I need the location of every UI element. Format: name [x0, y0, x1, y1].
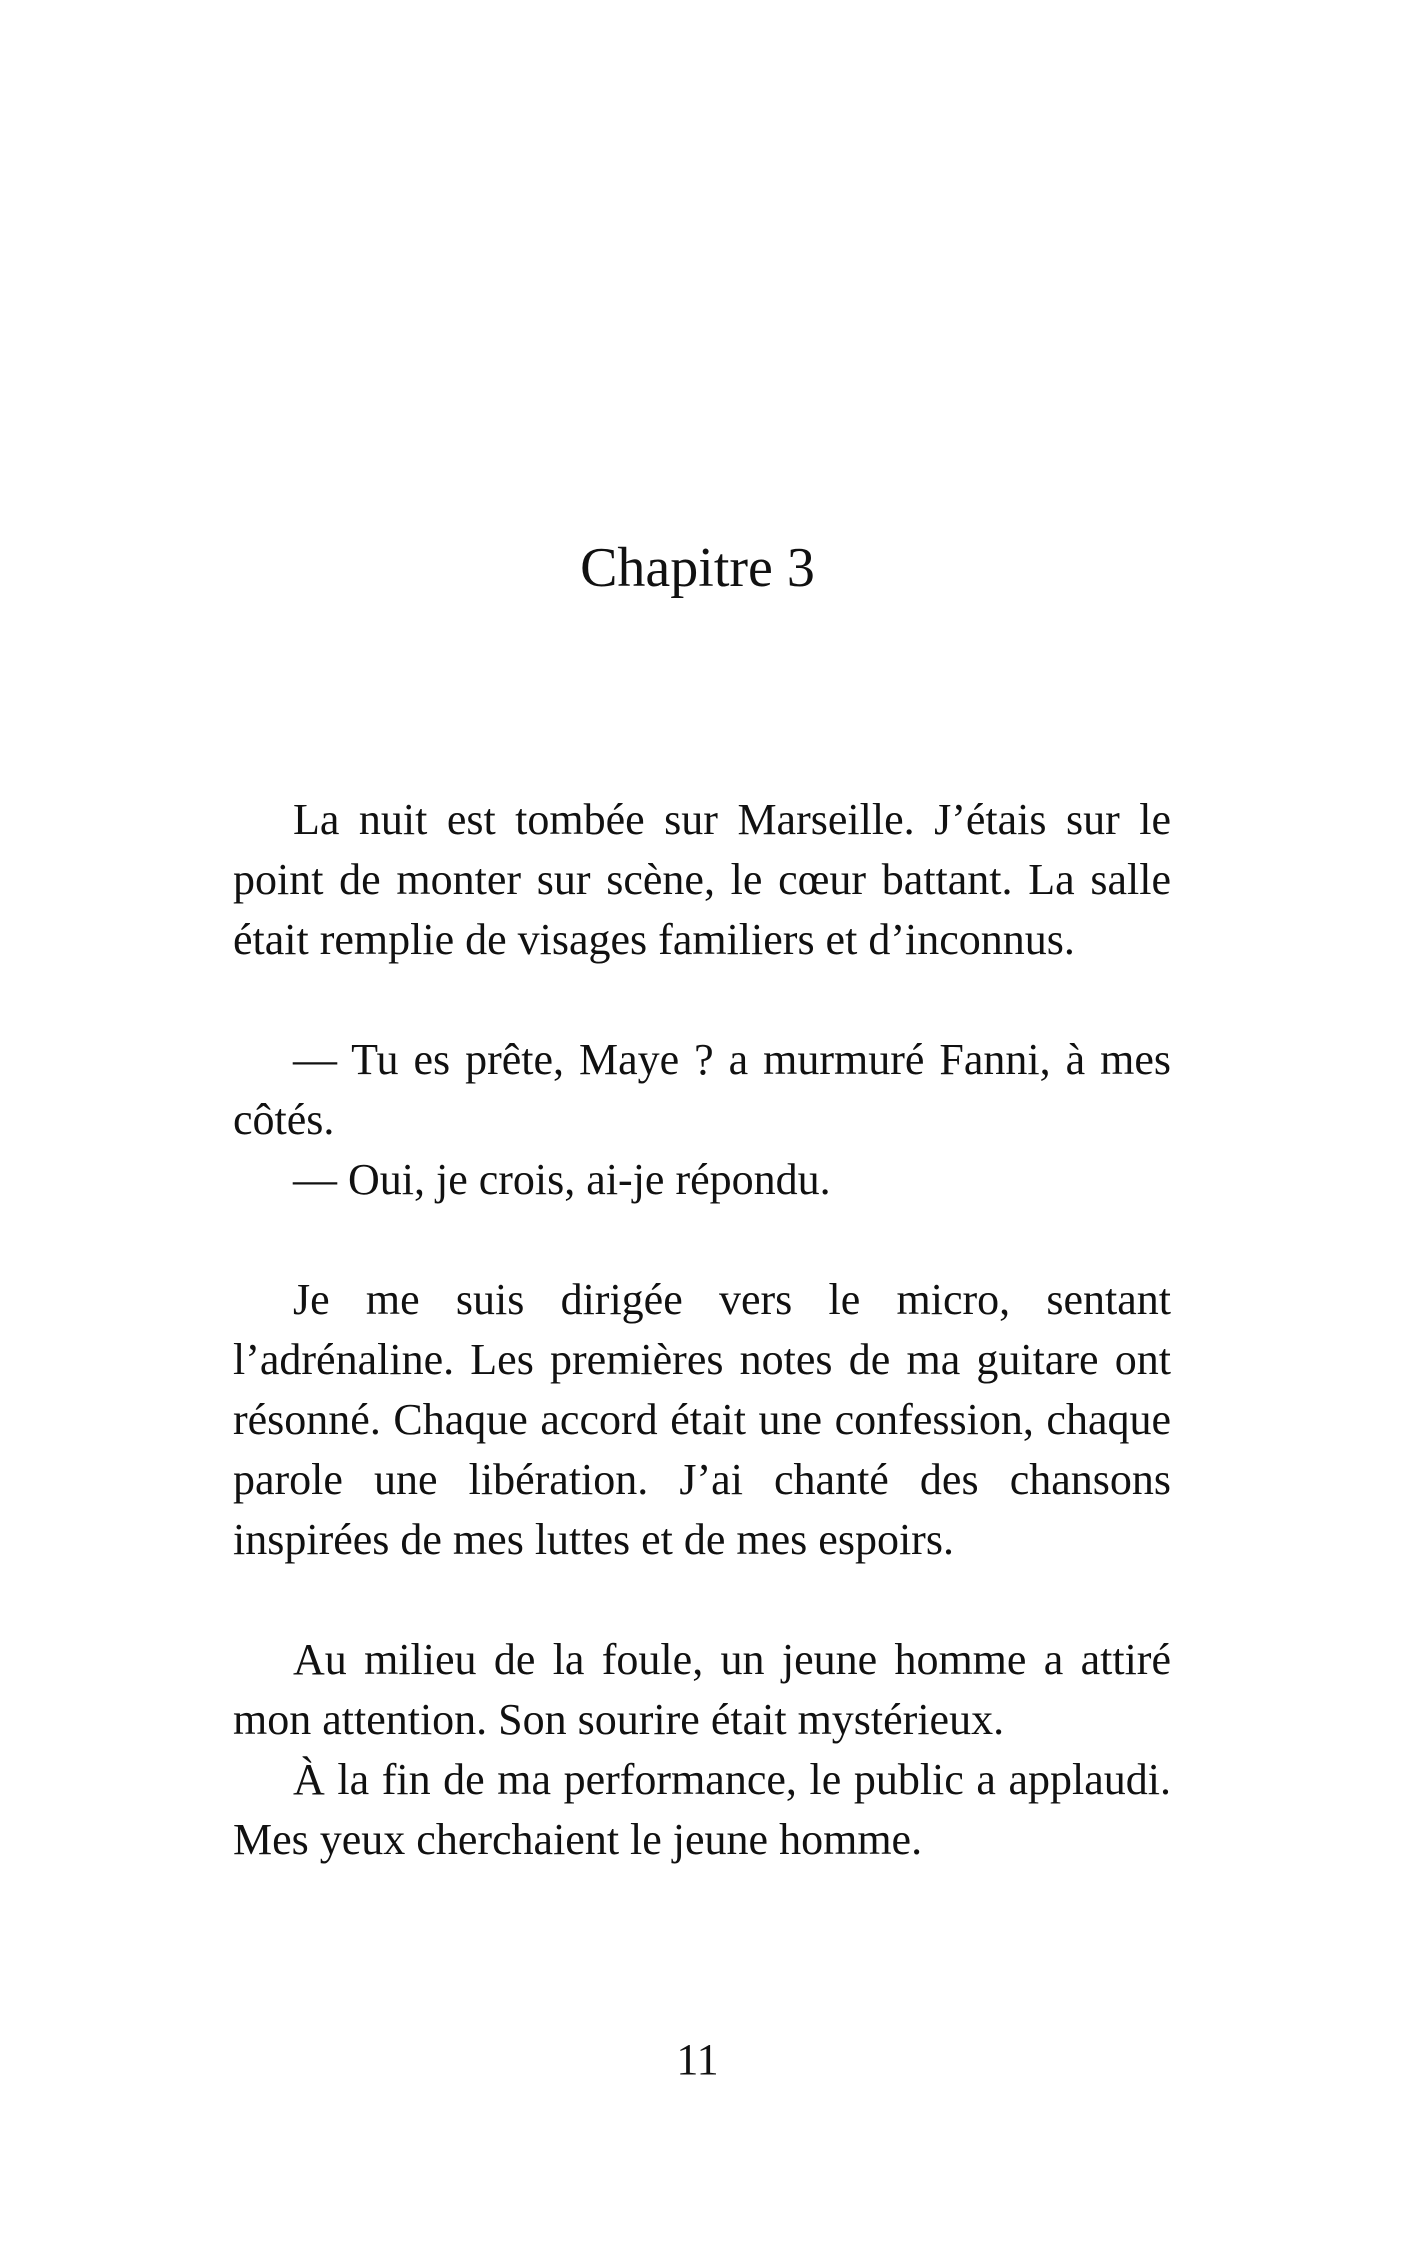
page-number: 11 [676, 2035, 719, 2084]
paragraph: Au milieu de la foule, un jeune homme a attiré mon attention. Son sourire était mystérieux. [233, 1635, 1171, 1744]
paragraph: À la fin de ma performance, le public a applaudi. Mes yeux cherchaient le jeune homme. [233, 1755, 1171, 1864]
dialogue-line: — Tu es prête, Maye ? a murmuré Fanni, à mes côtés. [233, 1035, 1171, 1144]
dialogue-line: — Oui, je crois, ai-je répondu. [293, 1155, 831, 1204]
paragraph: Je me suis dirigée vers le micro, sentant l’adrénaline. Les premières notes de ma guitare ont résonné. Chaque accord était une confession, chaque parole une libération. J’ai chanté des chansons inspirées de mes luttes et de mes espoirs. [233, 1275, 1171, 1564]
chapter-body [233, 790, 1171, 1870]
paragraph: La nuit est tombée sur Marseille. J’étais sur le point de monter sur scène, le cœur battant. La salle était remplie de visages familiers et d’inconnus. [233, 795, 1171, 964]
chapter-title: Chapitre 3 [580, 537, 815, 599]
